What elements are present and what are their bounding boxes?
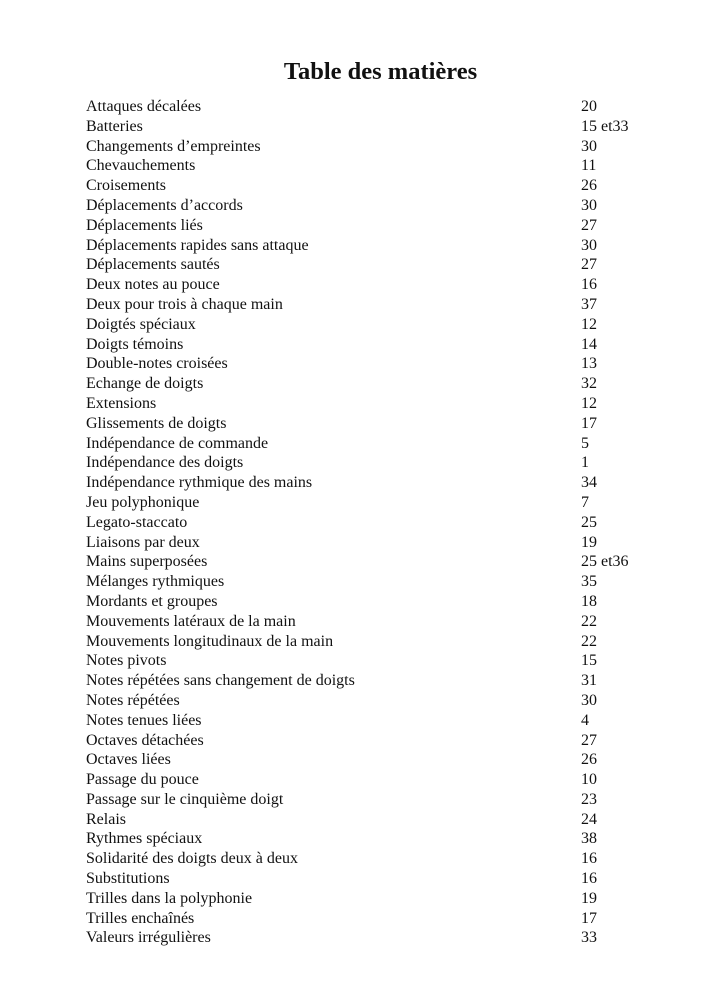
toc-entry-page: 27: [581, 216, 597, 234]
toc-entry-label: Déplacements liés: [86, 216, 203, 234]
toc-entry-page: 17: [581, 909, 597, 927]
toc-entry-page: 35: [581, 573, 597, 591]
toc-entry-page: 14: [581, 335, 597, 353]
toc-entry-page: 30: [581, 137, 597, 155]
toc-entry-page: 26: [581, 751, 597, 769]
toc-entry-label: Mordants et groupes: [86, 592, 218, 610]
toc-entry-label: Mains superposées: [86, 553, 208, 571]
toc-entry-page: 11: [581, 157, 597, 175]
toc-entry-page: 12: [581, 394, 597, 412]
toc-entry-page: 7: [581, 493, 589, 511]
toc-entry-label: Déplacements d’accords: [86, 196, 243, 214]
toc-entry-label: Rythmes spéciaux: [86, 830, 203, 848]
toc-entry-page: 19: [581, 889, 597, 907]
toc-entry: [86, 196, 666, 216]
toc-entry: [86, 691, 666, 711]
toc-entry-page: 31: [581, 672, 597, 690]
toc-entry-label: Chevauchements: [86, 157, 196, 175]
toc-entry: [86, 176, 666, 196]
toc-entry: [86, 414, 666, 434]
toc-entry: [86, 651, 666, 671]
toc-entry-page: 33: [581, 929, 597, 947]
toc-entry: [86, 295, 666, 315]
toc-entry-label: Liaisons par deux: [86, 533, 200, 551]
toc-entry-label: Echange de doigts: [86, 375, 204, 393]
toc-entry-page: 16: [581, 850, 597, 868]
toc-entry-page: 18: [581, 592, 597, 610]
toc-entry: [86, 374, 666, 394]
toc-entry-label: Jeu polyphonique: [86, 493, 200, 511]
toc-entry-page: 17: [581, 414, 597, 432]
toc-entry: [86, 632, 666, 652]
toc-entry-page: 10: [581, 771, 597, 789]
toc-entry-label: Deux notes au pouce: [86, 276, 220, 294]
toc-entry-label: Croisements: [86, 177, 166, 195]
toc-entry-label: Notes pivots: [86, 652, 167, 670]
toc-entry-label: Double-notes croisées: [86, 355, 228, 373]
toc-entry-label: Attaques décalées: [86, 98, 202, 115]
toc-entry-label: Doigts témoins: [86, 335, 184, 353]
toc-entry-page: 23: [581, 790, 597, 808]
toc-entry-page: 30: [581, 236, 597, 254]
toc-entry-page: 13: [581, 355, 597, 373]
toc-entry: [86, 216, 666, 236]
toc-entry: [86, 849, 666, 869]
toc-entry: [86, 137, 666, 157]
toc-entry-label: Extensions: [86, 394, 157, 412]
toc-entry: [86, 592, 666, 612]
toc-entry-page: 24: [581, 810, 597, 828]
toc-entry: [86, 829, 666, 849]
toc-entry-label: Déplacements sautés: [86, 256, 220, 274]
toc-entry: [86, 236, 666, 256]
toc-entry-page: 30: [581, 196, 597, 214]
toc-entry-label: Passage sur le cinquième doigt: [86, 790, 284, 808]
toc-entry: [86, 315, 666, 335]
toc-entry-label: Passage du pouce: [86, 771, 199, 789]
toc-entry-page: 12: [581, 315, 597, 333]
toc-entry: [86, 453, 666, 473]
toc-entry-page: 26: [581, 177, 597, 195]
page-title: Table des matières: [283, 58, 478, 86]
toc-entry-page: 22: [581, 612, 597, 630]
toc-entry-label: Glissements de doigts: [86, 414, 227, 432]
toc-entry-page: 15: [581, 652, 597, 670]
toc-entry-label: Trilles enchaînés: [86, 909, 195, 927]
toc-entry-label: Valeurs irrégulières: [86, 929, 211, 947]
toc-entry-label: Indépendance de commande: [86, 434, 269, 452]
toc-entry: [86, 671, 666, 691]
toc-entry-label: Batteries: [86, 117, 143, 135]
toc-entry-label: Notes tenues liées: [86, 711, 202, 729]
toc-entry: [86, 97, 666, 117]
toc-entry: [86, 394, 666, 414]
toc-entry-label: Relais: [86, 810, 126, 828]
toc-entry: [86, 117, 666, 137]
toc-entry-label: Mouvements latéraux de la main: [86, 612, 296, 630]
toc-entry-page: 16: [581, 276, 597, 294]
toc-entry-label: Changements d’empreintes: [86, 137, 261, 155]
toc-entry-label: Indépendance rythmique des mains: [86, 474, 313, 492]
toc-entry-label: Trilles dans la polyphonie: [86, 889, 253, 907]
toc-entry: [86, 612, 666, 632]
toc-entry: [86, 909, 666, 929]
toc-entry: [86, 255, 666, 275]
toc-entry-label: Mouvements longitudinaux de la main: [86, 632, 334, 650]
toc-entry-label: Substitutions: [86, 870, 170, 888]
toc-entry-page: 32: [581, 375, 597, 393]
toc-entry-page: 37: [581, 295, 597, 313]
toc-entry: [86, 354, 666, 374]
toc-entry-page: 19: [581, 533, 597, 551]
toc-entry-page: 16: [581, 870, 597, 888]
toc-entry: [86, 770, 666, 790]
toc-entry-label: Mélanges rythmiques: [86, 573, 225, 591]
toc-entry-page: 1: [581, 454, 589, 472]
toc-entry: [86, 572, 666, 592]
toc-entry-label: Octaves liées: [86, 751, 171, 769]
toc-entry: [86, 869, 666, 889]
toc-entry-label: Octaves détachées: [86, 731, 204, 749]
toc-entry-label: Doigtés spéciaux: [86, 315, 196, 333]
toc-entry-page: 25 et36: [581, 553, 629, 571]
toc-entry-page: 27: [581, 256, 597, 274]
toc-entry: [86, 750, 666, 770]
toc-entry-label: Notes répétées: [86, 691, 180, 709]
toc-entry-label: Notes répétées sans changement de doigts: [86, 672, 355, 690]
toc-entry-page: 15 et33: [581, 117, 629, 135]
toc-entry-label: Legato-staccato: [86, 513, 188, 531]
toc-entry: [86, 533, 666, 553]
toc-entry-page: 4: [581, 711, 589, 729]
toc-entry: [86, 889, 666, 909]
toc-entry-page: 5: [581, 434, 589, 452]
toc-entry-page: 30: [581, 691, 597, 709]
toc-entry-label: Indépendance des doigts: [86, 454, 244, 472]
table-of-contents: [86, 97, 666, 948]
toc-entry: [86, 513, 666, 533]
toc-entry: [86, 928, 666, 948]
toc-entry-label: Déplacements rapides sans attaque: [86, 236, 309, 254]
toc-entry: [86, 156, 666, 176]
toc-entry: [86, 434, 666, 454]
toc-entry-label: Deux pour trois à chaque main: [86, 295, 283, 313]
toc-entry: [86, 790, 666, 810]
toc-entry: [86, 552, 666, 572]
toc-entry: [86, 731, 666, 751]
toc-entry-label: Solidarité des doigts deux à deux: [86, 850, 298, 868]
toc-entry-page: 34: [581, 474, 597, 492]
toc-entry-page: 38: [581, 830, 597, 848]
toc-entry-page: 27: [581, 731, 597, 749]
toc-entry: [86, 275, 666, 295]
toc-entry: [86, 493, 666, 513]
toc-entry: [86, 711, 666, 731]
toc-entry-page: 25: [581, 513, 597, 531]
toc-entry: [86, 810, 666, 830]
toc-entry-page: 20: [581, 98, 597, 115]
toc-entry-page: 22: [581, 632, 597, 650]
toc-entry: [86, 335, 666, 355]
toc-entry: [86, 473, 666, 493]
